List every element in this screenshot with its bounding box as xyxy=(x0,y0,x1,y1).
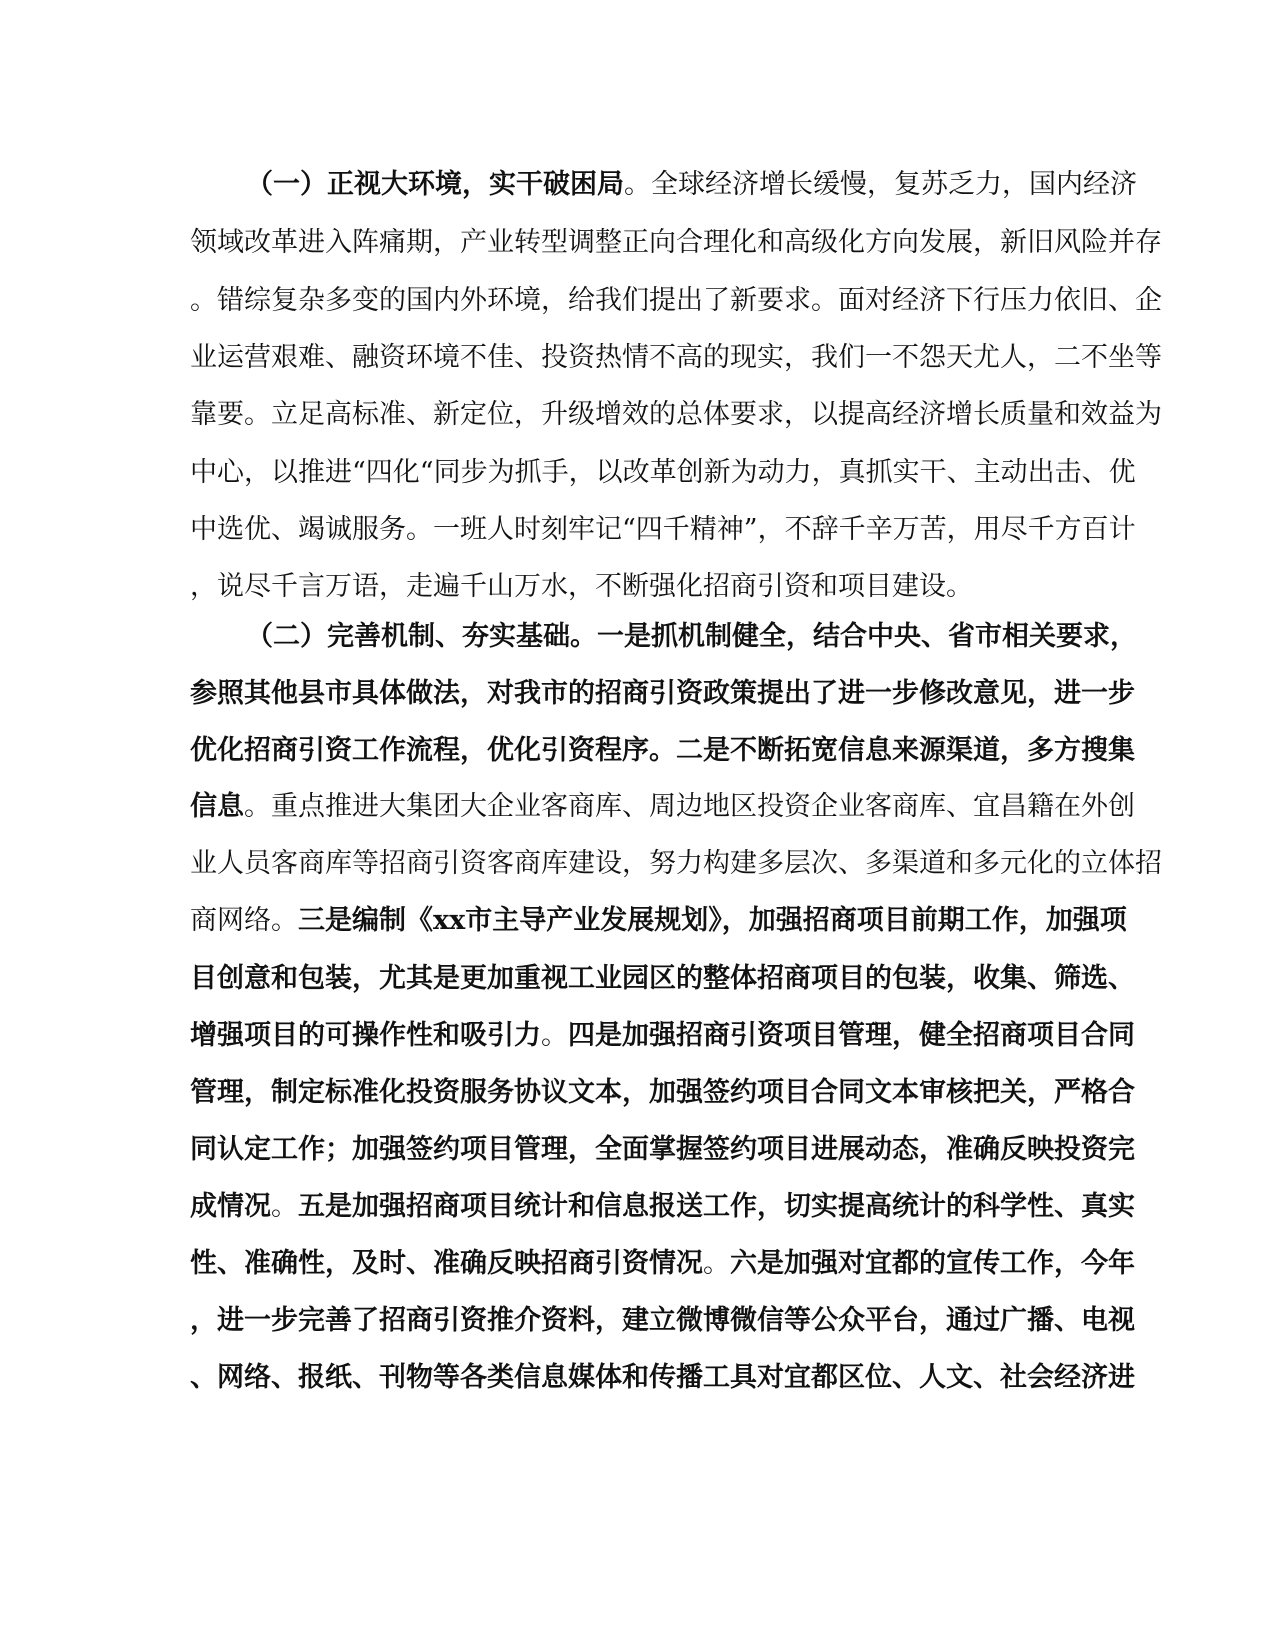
text-segment: 。重点推进大集团大企业客商库、周边地区投资企业客商库、宜昌籍在外创 xyxy=(244,791,1135,822)
bold-text-segment: 信息 xyxy=(190,791,244,822)
text-line xyxy=(190,1133,1135,1167)
text-segment: 靠要。立足高标准、新定位，升级增效的总体要求，以提高经济增长质量和效益为 xyxy=(190,399,1162,430)
text-segment: 业人员客商库等招商引资客商库建设，努力构建多层次、多渠道和多元化的立体招 xyxy=(190,848,1162,879)
bold-text-segment: 三是编制《xx市主导产业发展规划》，加强招商项目前期工作，加强项 xyxy=(298,905,1127,936)
text-segment: 。 xyxy=(271,1191,298,1222)
text-segment: 商网络。 xyxy=(190,905,298,936)
bold-text-segment: 同认定工作；加强签约项目管理，全面掌握签约项目进展动态，准确反映投资完 xyxy=(190,1134,1135,1165)
text-segment: 业运营艰难、融资环境不佳、投资热情不高的现实，我们一不怨天尤人，二不坐等 xyxy=(190,342,1162,373)
bold-text-segment: 参照其他县市具体做法，对我市的招商引资政策提出了进一步修改意见，进一步 xyxy=(190,678,1135,709)
text-line xyxy=(190,1019,1135,1053)
text-line xyxy=(246,620,1137,654)
bold-text-segment: ，进一步完善了招商引资推介资料，建立微博微信等公众平台，通过广播、电视 xyxy=(190,1305,1135,1336)
bold-text-segment: 优化招商引资工作流程，优化引资程序。二是不断拓宽信息来源渠道，多方搜集 xyxy=(190,735,1135,766)
text-segment: ，说尽千言万语，走遍千山万水，不断强化招商引资和项目建设。 xyxy=(190,571,973,602)
text-segment: 领域改革进入阵痛期，产业转型调整正向合理化和高级化方向发展，新旧风险并存 xyxy=(190,227,1162,258)
text-segment: 。 xyxy=(703,1248,730,1279)
text-segment: 中心，以推进“四化“同步为抓手，以改革创新为动力，真抓实干、主动出击、优 xyxy=(190,457,1136,488)
text-segment: 。错综复杂多变的国内外环境，给我们提出了新要求。面对经济下行压力依旧、企 xyxy=(190,285,1162,316)
text-segment: 。 xyxy=(541,1020,568,1051)
bold-text-segment: 成情况 xyxy=(190,1191,271,1222)
text-line xyxy=(190,904,1127,938)
text-line xyxy=(190,1190,1135,1224)
bold-text-segment: 增强项目的可操作性和吸引力 xyxy=(190,1020,541,1051)
bold-text-segment: 六是加强对宜都的宣传工作，今年 xyxy=(730,1248,1135,1279)
bold-text-segment: 五是加强招商项目统计和信息报送工作，切实提高统计的科学性、真实 xyxy=(298,1191,1135,1222)
bold-text-segment: （二）完善机制、夯实基础。一是抓机制健全，结合中央、省市相关要求， xyxy=(246,621,1137,652)
text-line xyxy=(190,847,1162,881)
text-segment: 中选优、竭诚服务。一班人时刻牢记“四千精神”，不辞千辛万苦，用尽千方百计 xyxy=(190,514,1136,545)
bold-text-segment: 四是加强招商引资项目管理，健全招商项目合同 xyxy=(568,1020,1135,1051)
bold-text-segment: 管理，制定标准化投资服务协议文本，加强签约项目合同文本审核把关，严格合 xyxy=(190,1077,1135,1108)
text-line xyxy=(190,677,1135,711)
bold-text-segment: 目创意和包装，尤其是更加重视工业园区的整体招商项目的包装，收集、筛选、 xyxy=(190,963,1135,994)
text-line xyxy=(190,734,1135,768)
text-line xyxy=(190,962,1135,996)
bold-text-segment: （一）正视大环境，实干破困局 xyxy=(246,169,624,200)
bold-text-segment: 性、准确性，及时、准确反映招商引资情况 xyxy=(190,1248,703,1279)
text-line xyxy=(190,1361,1135,1395)
text-line xyxy=(190,1247,1135,1281)
text-segment: 。全球经济增长缓慢，复苏乏力，国内经济 xyxy=(624,169,1137,200)
text-line xyxy=(190,1304,1135,1338)
text-line xyxy=(190,1076,1135,1110)
text-line xyxy=(190,790,1135,824)
bold-text-segment: 、网络、报纸、刊物等各类信息媒体和传播工具对宜都区位、人文、社会经济进 xyxy=(190,1362,1135,1393)
